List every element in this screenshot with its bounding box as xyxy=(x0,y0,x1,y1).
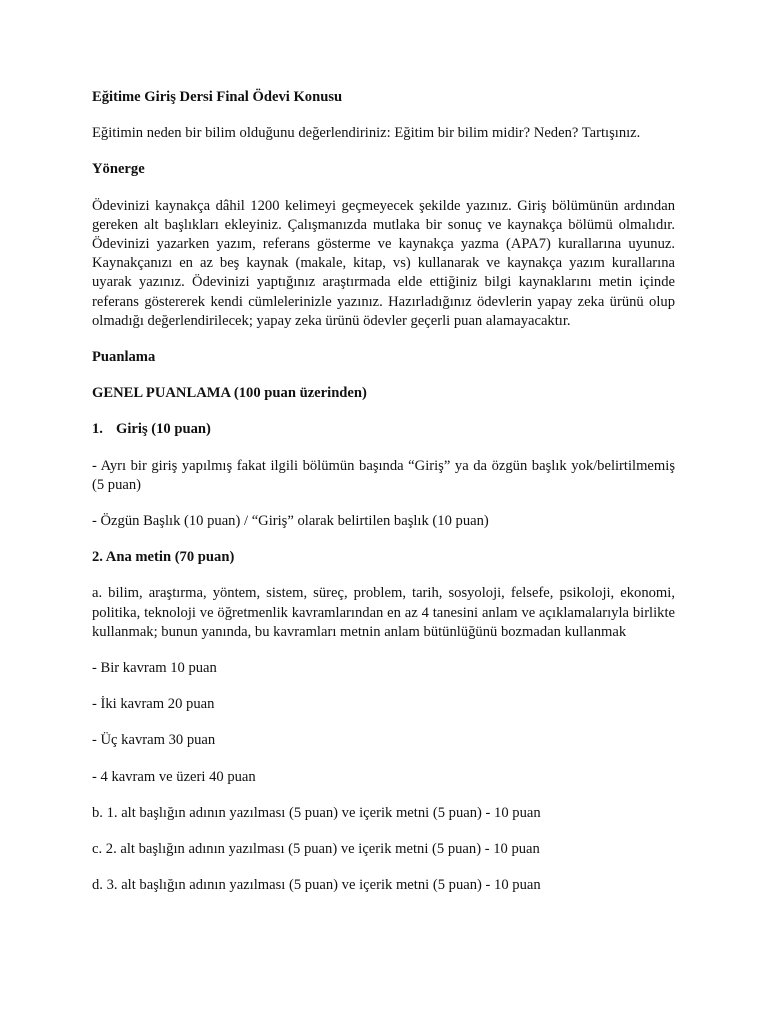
kavram-item: - Bir kavram 10 puan xyxy=(92,660,217,677)
kavram-item: - Üç kavram 30 puan xyxy=(92,732,216,749)
section2-heading: 2. Ana metin (70 puan) xyxy=(92,549,235,566)
sub-item: c. 2. alt başlığın adının yazılması (5 puan) ve içerik metni (5 puan) - 10 puan xyxy=(92,841,540,858)
kavram-item: - İki kavram 20 puan xyxy=(92,696,215,713)
section1-item: - Özgün Başlık (10 puan) / “Giriş” olarak belirtilen başlık (10 puan) xyxy=(92,513,489,530)
genel-puanlama-heading: GENEL PUANLAMA (100 puan üzerinden) xyxy=(92,385,367,402)
yonerge-heading: Yönerge xyxy=(92,161,145,178)
kavram-item: - 4 kavram ve üzeri 40 puan xyxy=(92,768,256,785)
sub-item: d. 3. alt başlığın adının yazılması (5 puan) ve içerik metni (5 puan) - 10 puan xyxy=(92,877,541,894)
yonerge-paragraph: Ödevinizi kaynakça dâhil 1200 kelimeyi geçmeyecek şekilde yazınız. Giriş bölümünün ardından gereken alt başlıkları ekleyiniz. Çalışmanızda mutlaka bir sonuç ve kaynakça bölümü olmalıdır. Ödevinizi yazarken yazım, referans gösterme ve kaynakça yazma (APA7) kurallarına uyunuz. Kaynakçanızı en az beş kaynak (makale, kitap, vs) kullanarak ve kaynakça yazım kurallarına uyarak yazınız. Ödevinizi yaptığınız araştırmada elde ettiğiniz bilgi kaynaklarını metin içinde referans göstererek kendi cümlelerinizle yazınız. Hazırladığınız ödevlerin yapay zeka ürünü olup olmadığı değerlendirilecek; yapay zeka ürünü ödevler geçerli puan alamayacaktır. xyxy=(92,197,675,329)
document-page xyxy=(92,88,675,912)
section1-item: - Ayrı bir giriş yapılmış fakat ilgili bölümün başında “Giriş” ya da özgün başlık yok/belirtilmemiş (5 puan) xyxy=(92,457,675,493)
section2-item-a: a. bilim, araştırma, yöntem, sistem, süreç, problem, tarih, sosyoloji, felsefe, psikoloji, ekonomi, politika, teknoloji ve öğretmenlik kavramlarından en az 4 tanesini anlam ve açıklamalarıyla birlikte kullanmak; bunun yanında, bu kavramları metnin anlam bütünlüğünü bozmadan kullanmak xyxy=(92,585,675,640)
document-title: Eğitime Giriş Dersi Final Ödevi Konusu xyxy=(92,89,343,105)
section1-title: Giriş (10 puan) xyxy=(116,421,211,438)
assignment-question: Eğitimin neden bir bilim olduğunu değerlendiriniz: Eğitim bir bilim midir? Neden? Tartışınız. xyxy=(92,125,641,142)
section1-heading xyxy=(92,420,675,439)
section1-number: 1. xyxy=(92,421,103,438)
sub-item: b. 1. alt başlığın adının yazılması (5 puan) ve içerik metni (5 puan) - 10 puan xyxy=(92,804,541,821)
puanlama-heading: Puanlama xyxy=(92,349,156,366)
